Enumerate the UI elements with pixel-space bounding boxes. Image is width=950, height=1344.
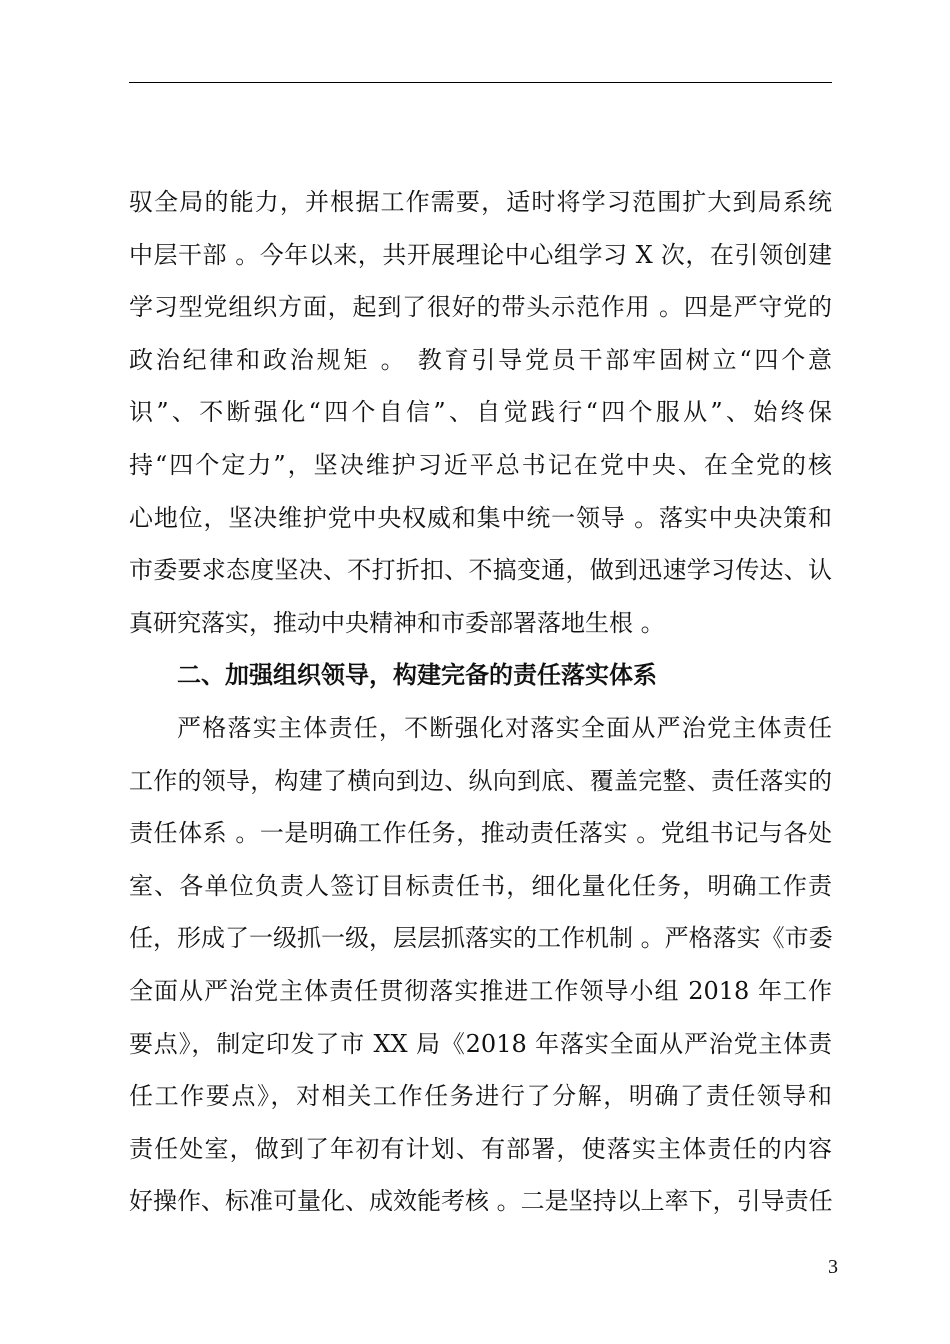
paragraph-line: 全面从严治党主体责任贯彻落实推进工作领导小组 2018 年工作 bbox=[129, 976, 832, 1005]
paragraph-line: 心地位，坚决维护党中央权威和集中统一领导 。落实中央决策和 bbox=[129, 503, 832, 532]
section-heading: 二、加强组织领导，构建完备的责任落实体系 bbox=[177, 661, 657, 690]
header-rule bbox=[129, 82, 832, 83]
paragraph-line: 持“四个定力”，坚决维护习近平总书记在党中央、在全党的核 bbox=[129, 450, 832, 479]
paragraph-line: 政治纪律和政治规矩 。 教育引导党员干部牢固树立“四个意 bbox=[129, 345, 832, 374]
paragraph-line: 工作的领导，构建了横向到边、纵向到底、覆盖完整、责任落实的 bbox=[129, 766, 832, 795]
paragraph-line: 好操作、标准可量化、成效能考核 。二是坚持以上率下，引导责任 bbox=[129, 1187, 833, 1216]
paragraph-line: 市委要求态度坚决、不打折扣、不搞变通，做到迅速学习传达、认 bbox=[129, 556, 832, 585]
paragraph-line: 中层干部 。今年以来，共开展理论中心组学习 X 次，在引领创建 bbox=[129, 240, 832, 269]
page-number: 3 bbox=[828, 1256, 838, 1278]
paragraph-line: 室、各单位负责人签订目标责任书，细化量化任务，明确工作责 bbox=[129, 871, 832, 900]
paragraph-line: 责任体系 。一是明确工作任务，推动责任落实 。党组书记与各处 bbox=[129, 819, 832, 848]
paragraph-line: 要点》，制定印发了市 XX 局《2018 年落实全面从严治党主体责 bbox=[129, 1029, 832, 1058]
paragraph-line: 严格落实主体责任，不断强化对落实全面从严治党主体责任 bbox=[177, 713, 832, 742]
document-body bbox=[129, 176, 832, 1228]
paragraph-line: 真研究落实，推动中央精神和市委部署落地生根 。 bbox=[129, 608, 665, 637]
paragraph-line: 任，形成了一级抓一级，层层抓落实的工作机制 。严格落实《市委 bbox=[129, 924, 833, 953]
paragraph-line: 责任处室，做到了年初有计划、有部署，使落实主体责任的内容 bbox=[129, 1134, 832, 1163]
paragraph-line: 驭全局的能力，并根据工作需要，适时将学习范围扩大到局系统 bbox=[129, 188, 832, 216]
paragraph-line: 学习型党组织方面，起到了很好的带头示范作用 。四是严守党的 bbox=[129, 293, 832, 322]
paragraph-line: 任工作要点》，对相关工作任务进行了分解，明确了责任领导和 bbox=[129, 1082, 832, 1111]
paragraph-line: 识”、不断强化“四个自信”、自觉践行“四个服从”、始终保 bbox=[129, 398, 832, 427]
